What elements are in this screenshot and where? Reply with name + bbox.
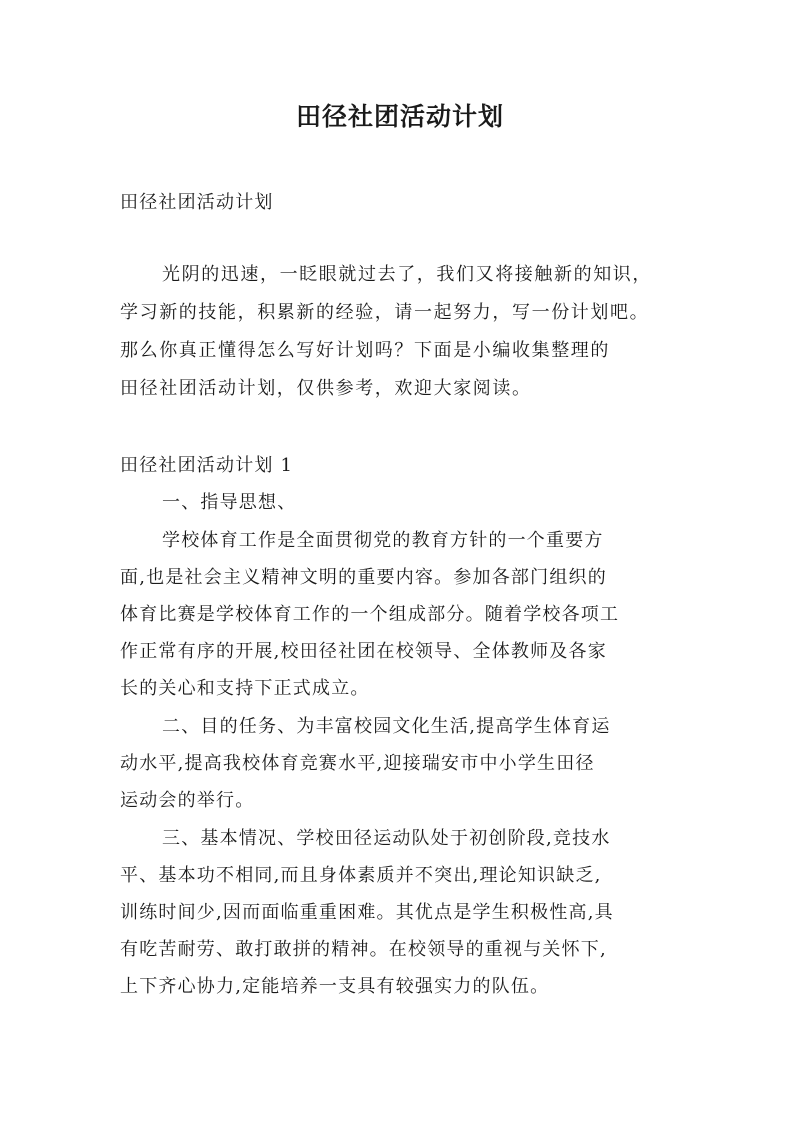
intro-line: 那么你真正懂得怎么写好计划吗？下面是小编收集整理的: [120, 340, 610, 361]
point-1-body-line: 学校体育工作是全面贯彻党的教育方针的一个重要方: [162, 530, 604, 551]
point-1-body-line: 体育比赛是学校体育工作的一个组成部分。随着学校各项工: [120, 604, 620, 625]
point-1-body-line: 作正常有序的开展,校田径社团在校领导、全体教师及各家: [120, 641, 607, 662]
point-3-body-line: 训练时间少,因而面临重重困难。其优点是学生积极性高,具: [120, 902, 614, 923]
point-1-body-line: 长的关心和支持下正式成立。: [120, 678, 370, 699]
point-3-body-line: 有吃苦耐劳、敢打敢拼的精神。在校领导的重视与关怀下,: [120, 939, 607, 960]
section-heading: 田径社团活动计划 1: [120, 455, 294, 476]
point-3-body-line: 三、基本情况、学校田径运动队处于初创阶段,竞技水: [162, 828, 611, 849]
point-2-body-line: 二、目的任务、为丰富校园文化生活,提高学生体育运: [162, 716, 611, 737]
point-2-body-line: 运动会的举行。: [120, 790, 255, 811]
document-title: 田径社团活动计划: [295, 102, 504, 131]
intro-line: 田径社团活动计划，仅供参考，欢迎大家阅读。: [120, 378, 532, 399]
point-1-heading: 一、指导思想、: [162, 492, 297, 513]
point-1-body-line: 面,也是社会主义精神文明的重要内容。参加各部门组织的: [120, 567, 607, 588]
intro-line: 光阴的迅速，一眨眼就过去了，我们又将接触新的知识，: [162, 264, 652, 285]
point-3-body-line: 平、基本功不相同,而且身体素质并不突出,理论知识缺乏,: [120, 865, 602, 886]
point-2-body-line: 动水平,提高我校体育竞赛水平,迎接瑞安市中小学生田径: [120, 753, 595, 774]
point-3-body-line: 上下齐心协力,定能培养一支具有较强实力的队伍。: [120, 976, 550, 997]
document-subtitle: 田径社团活动计划: [120, 192, 274, 213]
intro-line: 学习新的技能，积累新的经验，请一起努力，写一份计划吧。: [120, 302, 650, 323]
